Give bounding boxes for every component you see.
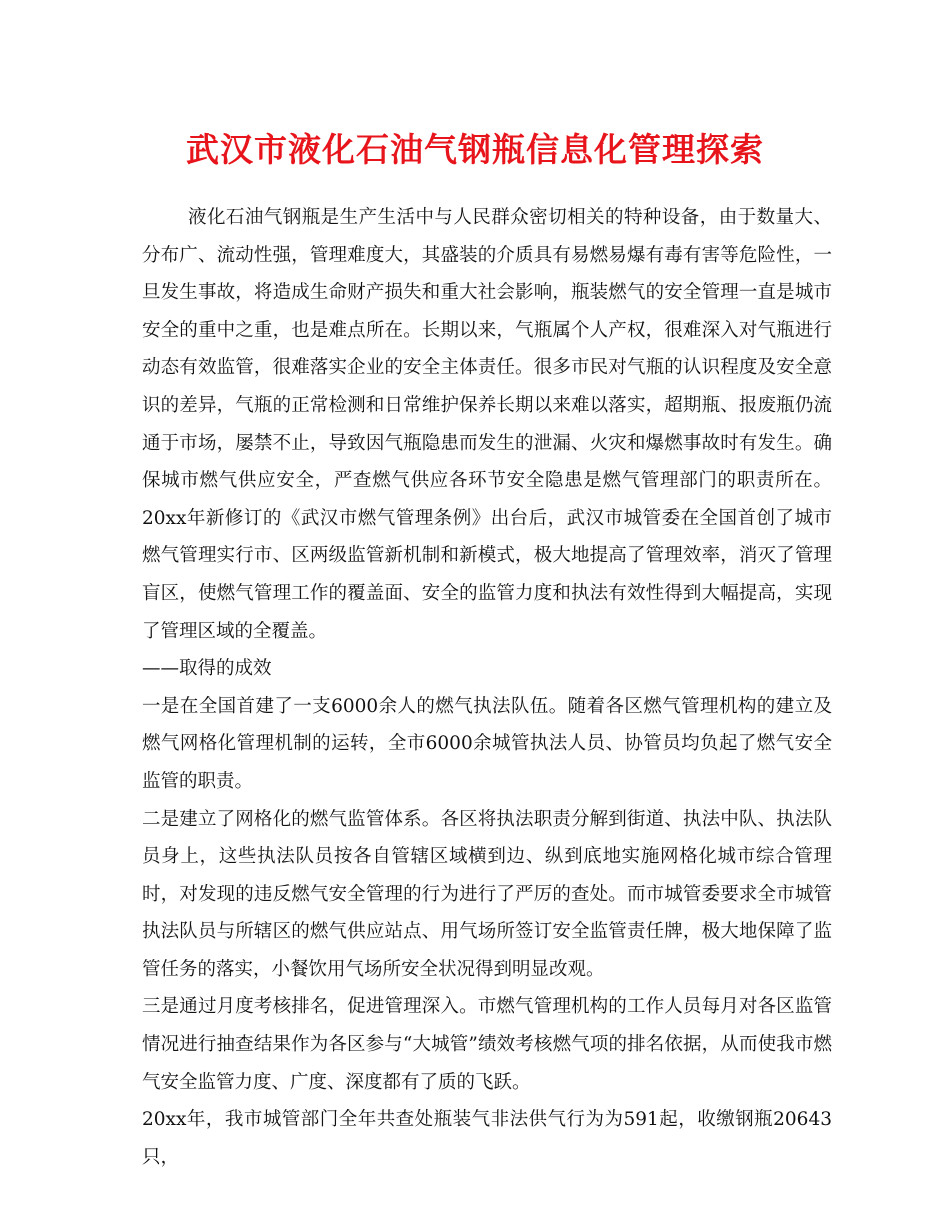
statistics-paragraph: 20xx年，我市城管部门全年共查处瓶装气非法供气行为为591起，收缴钢瓶20643只， bbox=[142, 1109, 832, 1168]
intro-paragraph: 液化石油气钢瓶是生产生活中与人民群众密切相关的特种设备，由于数量大、分布广、流动性强，管理难度大，其盛装的介质具有易燃易爆有毒有害等危险性，一旦发生事故，将造成生命财产损失和重大社会影响，瓶装燃气的安全管理一直是城市安全的重中之重，也是难点所在。长期以来，气瓶属个人产权，很难深入对气瓶进行动态有效监管，很难落实企业的安全主体责任。很多市民对气瓶的认识程度及安全意识的差异，气瓶的正常检测和日常维护保养长期以来难以落实，超期瓶、报废瓶仍流通于市场，屡禁不止，导致因气瓶隐患而发生的泄漏、火灾和爆燃事故时有发生。确保城市燃气供应安全，严查燃气供应各环节安全隐患是燃气管理部门的职责所在。20xx年新修订的《武汉市燃气管理条例》出台后，武汉市城管委在全国首创了城市燃气管理实行市、区两级监管新机制和新模式，极大地提高了管理效率，消灭了管理盲区，使燃气管理工作的覆盖面、安全的监管力度和执法有效性得到大幅提高，实现了管理区域的全覆盖。 bbox=[142, 207, 832, 642]
achievement-paragraph-2: 二是建立了网格化的燃气监管体系。各区将执法职责分解到街道、执法中队、执法队员身上，这些执法队员按各自管辖区域横到边、纵到底地实施网格化城市综合管理时，对发现的违反燃气安全管理的行为进行了严厉的查处。而市城管委要求全市城管执法队员与所辖区的燃气供应站点、用气场所签订安全监管责任牌，极大地保障了监管任务的落实，小餐饮用气场所安全状况得到明显改观。 bbox=[142, 808, 832, 980]
achievement-paragraph-3: 三是通过月度考核排名，促进管理深入。市燃气管理机构的工作人员每月对各区监管情况进行抽查结果作为各区参与“大城管”绩效考核燃气项的排名依据，从而使我市燃气安全监管力度、广度、深度都有了质的飞跃。 bbox=[142, 996, 832, 1093]
document-body bbox=[142, 199, 832, 1176]
section-heading-achievements: ——取得的成效 bbox=[142, 658, 272, 680]
document-title: 武汉市液化石油气钢瓶信息化管理探索 bbox=[186, 130, 764, 169]
achievement-paragraph-1: 一是在全国首建了一支6000余人的燃气执法队伍。随着各区燃气管理机构的建立及燃气网格化管理机制的运转，全市6000余城管执法人员、协管员均负起了燃气安全监管的职责。 bbox=[142, 695, 832, 792]
